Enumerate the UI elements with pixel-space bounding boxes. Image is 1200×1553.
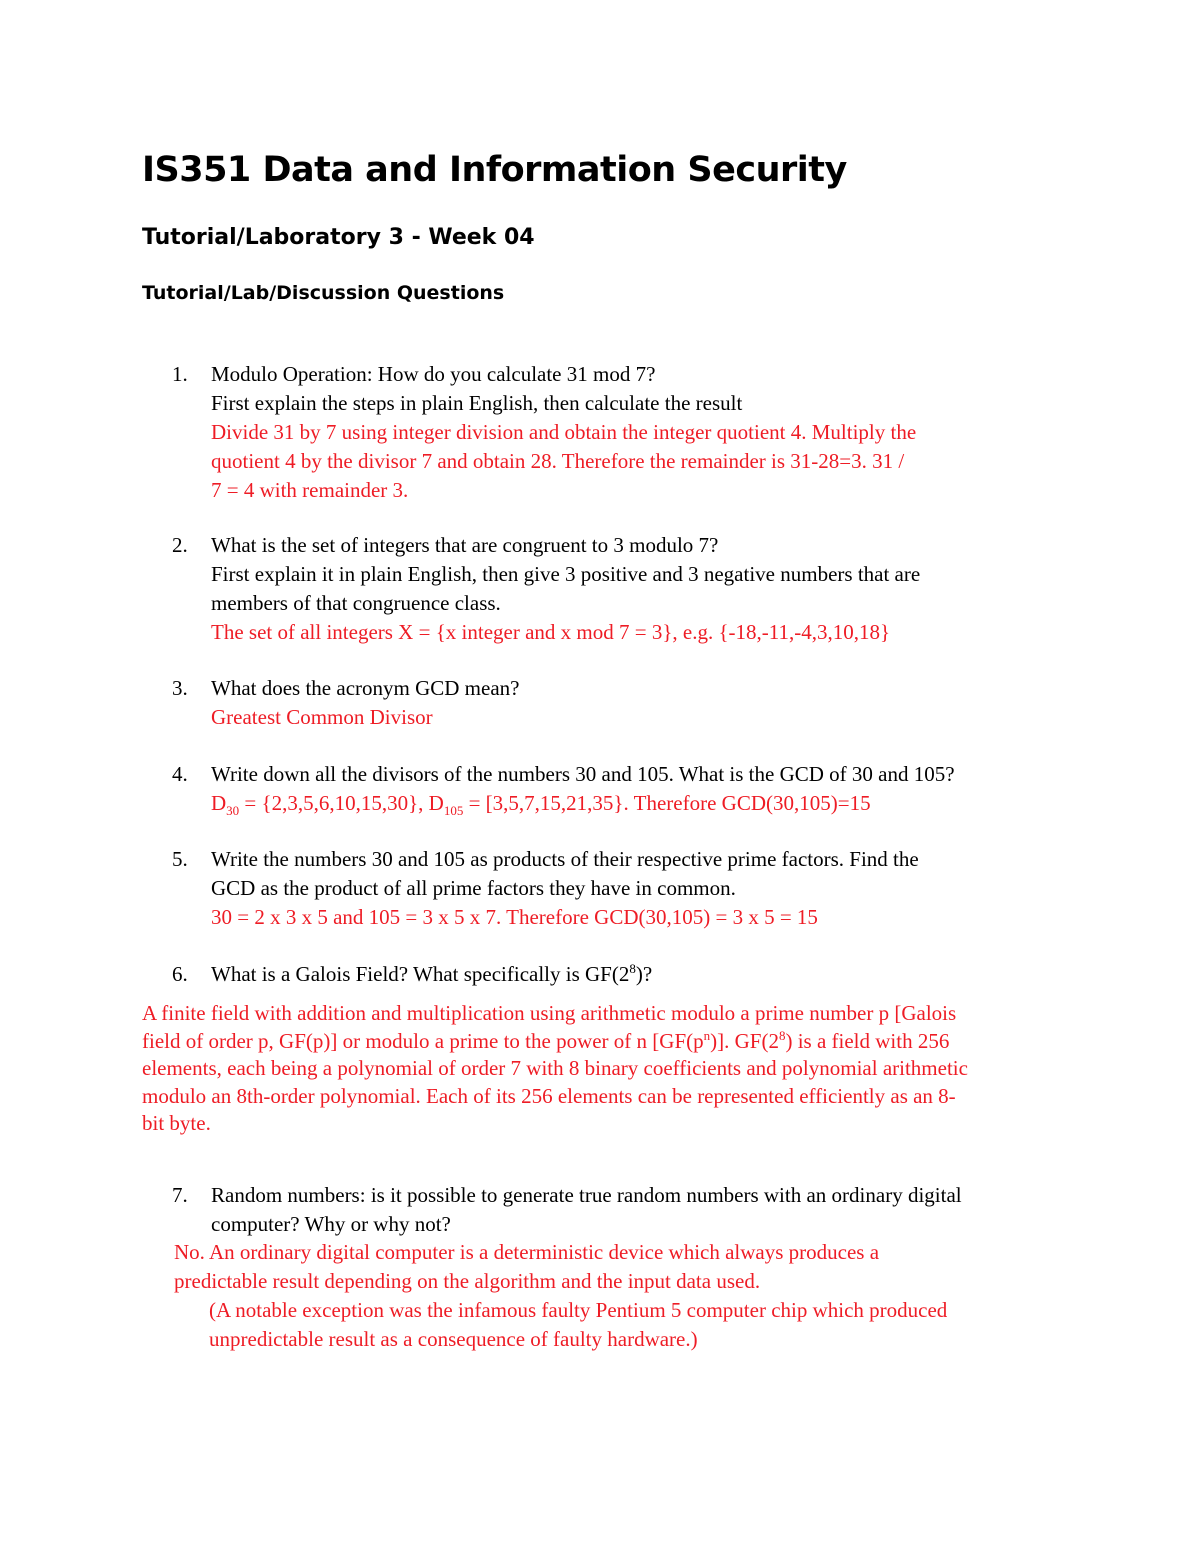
question-text: GCD as the product of all prime factors they have in common. [211,876,736,900]
question-text: What is a Galois Field? What specifically is $GF(2^8)$? [211,961,653,986]
answer-text: 7 = 4 with remainder 3. [211,478,409,502]
question-text: computer? Why or why not? [211,1212,451,1236]
question-number: 2. [172,533,188,557]
question-text: First explain the steps in plain English, then calculate the result [211,391,743,415]
answer-text: quotient 4 by the divisor 7 and obtain 28. Therefore the remainder is 31-28=3. 31 / [211,449,905,473]
question-number: 4. [172,762,188,786]
question-text: Random numbers: is it possible to generate true random numbers with an ordinary digital [211,1183,962,1207]
answer-7-block [174,1238,1054,1354]
answer-text: A finite field with addition and multiplication using arithmetic modulo a prime number p [Galois [142,1001,957,1025]
answer-note: (A notable exception was the infamous faulty Pentium 5 computer chip which produced [209,1298,948,1322]
question-text: First explain it in plain English, then give 3 positive and 3 negative numbers that are [211,562,921,586]
answer-text: $D_{30} = \{2,3,5,6,10,15,30\}$, $D_{105} = [3,5,7,15,21,35\}$. Therefore GCD(30,105)=15 [211,791,871,819]
answer-text: predictable result depending on the algorithm and the input data used. [174,1269,761,1293]
document-title: IS351 Data and Information Security [142,150,847,190]
question-number: 7. [172,1183,188,1207]
answer-text: Greatest Common Divisor [211,705,433,729]
question-number: 3. [172,676,188,700]
section-heading: Tutorial/Lab/Discussion Questions [142,282,505,304]
question-text: What is the set of integers that are congruent to 3 modulo 7? [211,533,719,557]
answer-text: bit byte. [142,1111,211,1135]
question-text: members of that congruence class. [211,591,501,615]
question-number: 6. [172,962,188,986]
question-text: Write the numbers 30 and 105 as products of their respective prime factors. Find the [211,847,919,871]
question-text: What does the acronym GCD mean? [211,676,520,700]
answer-text: No. An ordinary digital computer is a deterministic device which always produces a [174,1240,880,1264]
answer-text: 30 = 2 x 3 x 5 and 105 = 3 x 5 x 7. Therefore GCD(30,105) = 3 x 5 = 15 [211,905,818,929]
answer-text: Divide 31 by 7 using integer division and obtain the integer quotient 4. Multiply the [211,420,917,444]
answer-note: unpredictable result as a consequence of faulty hardware.) [209,1327,698,1351]
answer-text: field of order p, GF(p)] or modulo a prime to the power of n $[GF(p^n)]$. $GF(2^8)$ is a field with 256 [142,1027,950,1053]
answer-text: modulo an 8th-order polynomial. Each of its 256 elements can be represented efficiently as an 8- [142,1083,956,1108]
question-number: 1. [172,362,188,386]
answer-text: The set of all integers X = {x integer and x mod 7 = 3}, e.g. {-18,-11,-4,3,10,18} [211,620,891,644]
question-text: Write down all the divisors of the numbers 30 and 105. What is the GCD of 30 and 105? [211,762,955,786]
document-subtitle: Tutorial/Laboratory 3 - Week 04 [142,225,535,250]
question-text: Modulo Operation: How do you calculate 31 mod 7? [211,362,656,386]
answer-6-block [142,1000,1062,1138]
answer-text: elements, each being a polynomial of order 7 with 8 binary coefficients and polynomial arithmetic [142,1056,968,1080]
question-number: 5. [172,847,188,871]
